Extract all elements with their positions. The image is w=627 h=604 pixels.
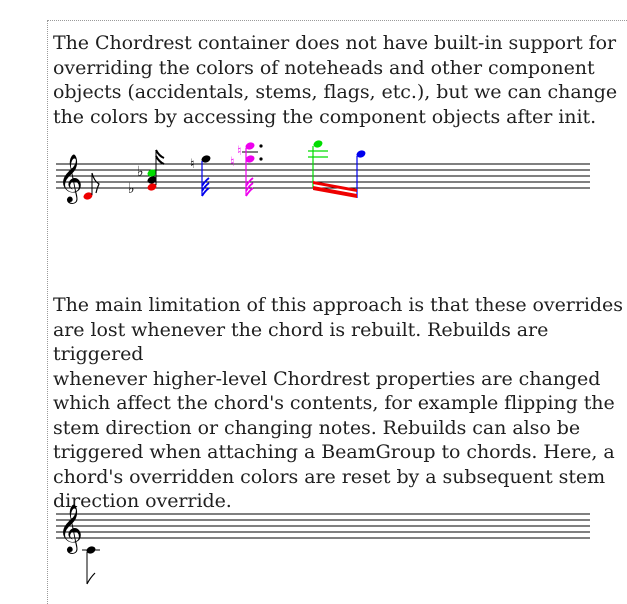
treble-clef-icon: 𝄞 [58, 153, 83, 202]
paragraph-rebuild-limitation: The main limitation of this approach is that these overrides are lost whenever the chord is rebuilt. Rebuilds are triggered whenever higher-level Chordrest properties are changed which affect the chord's contents, for example flipping the stem direction or changing notes. Rebuilds can also be triggered when attaching a BeamGroup to chords. Here, a chord's overridden colors are reset by a subsequent stem direction override. [53, 294, 623, 512]
natural-accidental-icon: ♮ [237, 144, 242, 159]
flat-accidental-icon: ♭ [128, 181, 135, 197]
paragraph-color-overrides: The Chordrest container does not have built-in support for overriding the colors of noteheads and other component objects (accidentals, stems, flags, etc.), but we can change the colors by accessing the component objects after init. [53, 32, 618, 128]
treble-clef-icon: 𝄞 [58, 503, 83, 552]
flat-accidental-icon: ♭ [137, 164, 144, 180]
note-blue-stem-down [190, 154, 211, 196]
natural-accidental-icon: ♮ [190, 157, 195, 172]
natural-accidental-icon: ♮ [230, 155, 235, 170]
note-red-eighth [83, 173, 99, 201]
beamed-pair [308, 139, 366, 198]
chord-multicolor [128, 150, 164, 197]
